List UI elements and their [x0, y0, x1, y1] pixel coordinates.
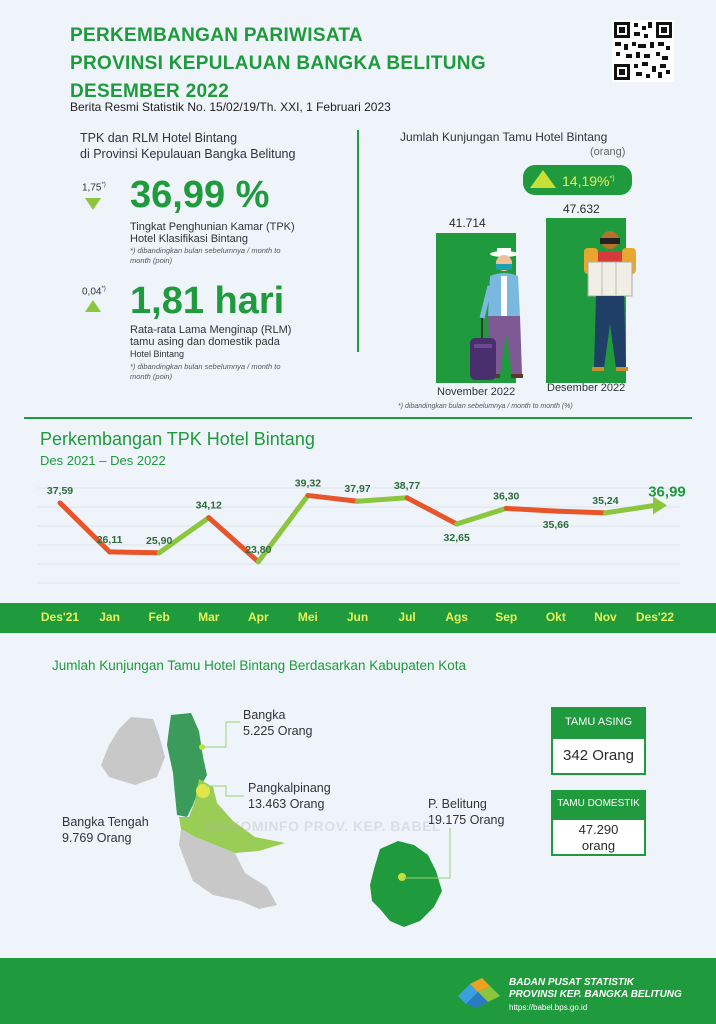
traveler-illustration-icon [466, 246, 536, 386]
pangkalpinang-value: 13.463 Orang [248, 797, 325, 811]
bps-logo-icon [456, 976, 502, 1010]
month-tick-label: Jan [99, 610, 120, 624]
belitung-name: P. Belitung [428, 797, 487, 811]
line-segment [506, 508, 556, 511]
line-segment [407, 498, 457, 524]
bangka-tengah-name: Bangka Tengah [62, 815, 149, 829]
data-label: 35,66 [542, 519, 569, 532]
tourist-illustration-icon [580, 228, 640, 374]
data-label: 35,24 [592, 494, 619, 507]
month-tick-label: Jun [346, 610, 369, 624]
month-tick-label: Des'22 [635, 610, 675, 624]
page-title [70, 22, 486, 106]
nov-label: November 2022 [437, 386, 516, 398]
data-label: 38,77 [393, 479, 421, 492]
month-tick-label: Ags [445, 610, 468, 624]
line-segment [358, 498, 408, 501]
tpk-label [130, 221, 295, 245]
belitung-value: 19.175 Orang [428, 813, 505, 827]
tamu-domestik-number: 47.290 [578, 822, 619, 837]
rlm-change-value: 0,04 [82, 286, 102, 298]
line-segment [110, 552, 160, 553]
rlm-value: 1,81 hari [130, 280, 285, 322]
arrow-up-icon [85, 300, 101, 312]
data-label: 32,65 [443, 531, 470, 544]
visits-note: *) dibandingkan bulan sebelumnya / month to month (%) [398, 403, 573, 410]
chart-title: Perkembangan TPK Hotel Bintang [40, 429, 315, 449]
visits-heading: Jumlah Kunjungan Tamu Hotel Bintang [400, 130, 608, 144]
tpk-rlm-heading [80, 130, 295, 162]
tpk-label-line-1: Tingkat Penghunian Kamar (TPK) [130, 221, 295, 233]
tamu-domestik-unit: orang [581, 838, 616, 853]
footer-org [509, 977, 682, 1001]
data-label: 25,90 [146, 534, 173, 547]
rlm-note: *) dibandingkan bulan sebelumnya / month to month (poin) [130, 362, 281, 381]
footer-org-line-2: PROVINSI KEP. BANGKA BELITUNG [509, 989, 682, 1000]
tamu-domestik-header: TAMU DOMESTIK [551, 790, 646, 818]
bangka-label [243, 707, 313, 739]
tpk-change-sup: *) [101, 182, 106, 188]
section-divider-2 [24, 417, 692, 419]
dec-label: Desember 2022 [547, 382, 626, 394]
month-axis [0, 603, 716, 633]
rlm-label-line-3: Hotel Bintang [130, 349, 185, 359]
month-tick-label: Apr [247, 610, 269, 624]
line-segment [308, 495, 358, 501]
title-line-2: PROVINSI KEPULAUAN BANGKA BELITUNG [70, 53, 486, 74]
tpk-rlm-heading-line-1: TPK dan RLM Hotel Bintang [80, 131, 238, 145]
line-segment [457, 508, 507, 524]
data-label: 39,32 [294, 477, 322, 490]
footer-org-line-1: BADAN PUSAT STATISTIK [509, 977, 634, 988]
data-label: 37,59 [46, 484, 74, 497]
month-tick-label: Sep [495, 610, 518, 624]
footer-url[interactable]: https://babel.bps.go.id [509, 1003, 588, 1012]
growth-sup: *) [609, 175, 615, 183]
data-label: 23,80 [245, 543, 272, 556]
month-tick-label: Okt [545, 610, 566, 624]
rlm-label [130, 324, 291, 360]
data-label: 37,97 [344, 483, 371, 496]
growth-value-text: 14,19% [562, 173, 610, 189]
rlm-label-line-1: Rata-rata Lama Menginap (RLM) [130, 324, 292, 336]
watermark: DISKOMINFO PROV. KEP. BABEL [205, 818, 441, 834]
data-label: 26,11 [96, 533, 123, 546]
bangka-name: Bangka [243, 708, 286, 722]
regency-heading: Jumlah Kunjungan Tamu Hotel Bintang Berdasarkan Kabupaten Kota [52, 658, 467, 673]
qr-code-icon[interactable] [612, 20, 674, 82]
tamu-domestik-value [551, 818, 646, 856]
line-segment [556, 511, 606, 513]
data-label: 34,12 [195, 499, 222, 512]
tpk-change [82, 182, 106, 193]
month-tick-label: Mei [297, 610, 318, 624]
bangka-tengah-label [62, 814, 149, 846]
tpk-line-chart [0, 470, 716, 603]
section-divider [357, 130, 359, 352]
rlm-label-line-2: tamu asing dan domestik pada [130, 336, 280, 348]
month-tick-label: Feb [148, 610, 170, 624]
dec-value: 47.632 [563, 202, 600, 216]
subtitle: Berita Resmi Statistik No. 15/02/19/Th. XXI, 1 Februari 2023 [70, 100, 391, 114]
data-label: 36,99 [648, 483, 686, 501]
month-tick-label: Mar [198, 610, 220, 624]
rlm-change [82, 286, 106, 297]
tpk-change-value: 1,75 [82, 182, 102, 194]
month-tick-label: Nov [594, 610, 617, 624]
arrow-down-icon [85, 198, 101, 210]
rlm-change-sup: *) [101, 286, 106, 292]
tpk-value: 36,99 % [130, 174, 270, 216]
month-tick-label: Jul [398, 610, 416, 624]
growth-value [562, 173, 615, 189]
bangka-value: 5.225 Orang [243, 724, 313, 738]
data-label: 36,30 [493, 490, 520, 503]
month-tick-label: Des'21 [40, 610, 80, 624]
title-line-3: DESEMBER 2022 [70, 81, 230, 102]
tpk-label-line-2: Hotel Klasifikasi Bintang [130, 233, 249, 245]
visits-unit: (orang) [590, 146, 626, 158]
tpk-note: *) dibandingkan bulan sebelumnya / month to month (poin) [130, 246, 281, 265]
chart-subtitle: Des 2021 – Des 2022 [40, 453, 166, 468]
tamu-asing-value: 342 Orang [551, 737, 646, 775]
tamu-asing-header: TAMU ASING [551, 707, 646, 737]
title-line-1: PERKEMBANGAN PARIWISATA [70, 25, 363, 46]
nov-value: 41.714 [449, 216, 486, 230]
arrow-up-icon [530, 170, 556, 188]
tpk-rlm-heading-line-2: di Provinsi Kepulauan Bangka Belitung [80, 147, 296, 161]
bangka-tengah-value: 9.769 Orang [62, 831, 132, 845]
pangkalpinang-name: Pangkalpinang [248, 781, 331, 795]
pangkalpinang-label [248, 780, 331, 812]
